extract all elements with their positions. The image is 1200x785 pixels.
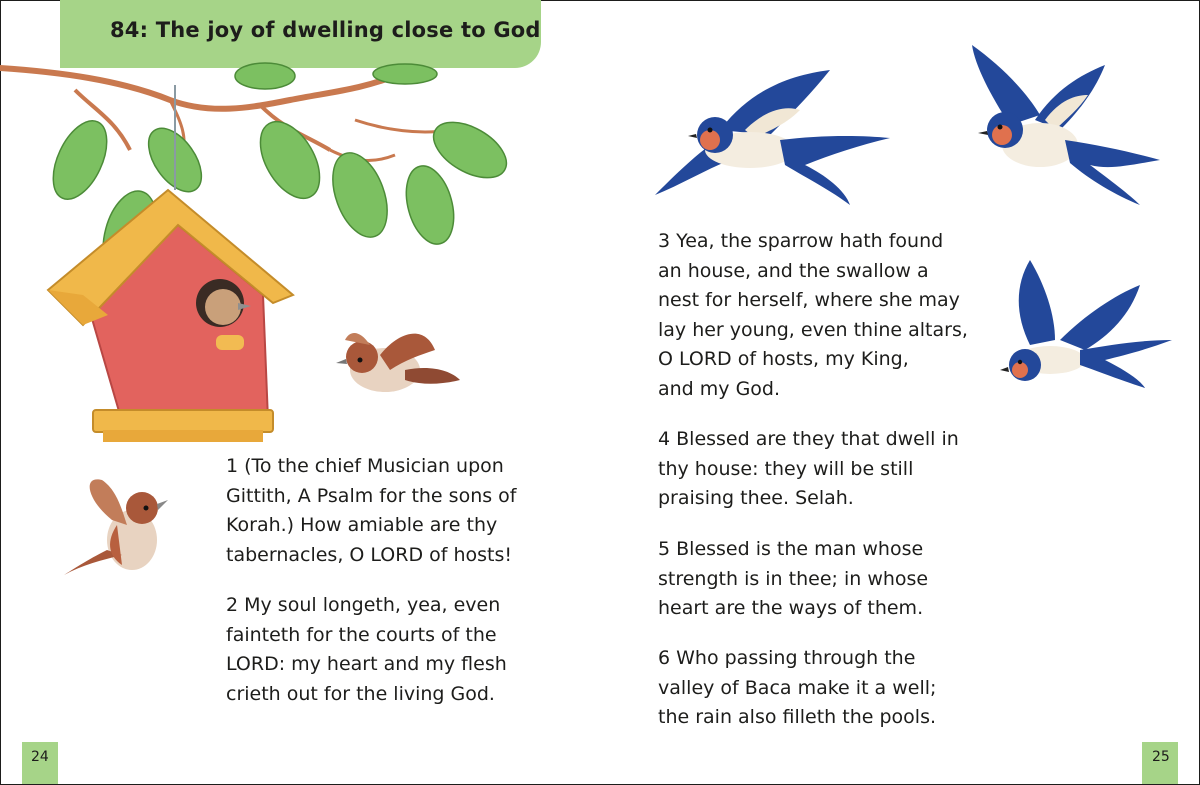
page-number-left: 24 bbox=[31, 749, 49, 765]
verse-5: 5 Blessed is the man whose strength is in thee; in whose heart are the ways of them. bbox=[658, 538, 929, 619]
sparrow-icon bbox=[330, 325, 465, 410]
page-number-right: 25 bbox=[1152, 749, 1170, 765]
verse-6: 6 Who passing through the valley of Baca make it a well; the rain also filleth the pools. bbox=[658, 647, 937, 728]
verse-4: 4 Blessed are they that dwell in thy house: they will be still praising thee. Selah. bbox=[658, 428, 959, 509]
swallow-icon bbox=[650, 70, 895, 210]
verse-1: 1 (To the chief Musician upon Gittith, A Psalm for the sons of Korah.) How amiable are thy tabernacles, O LORD of hosts! bbox=[226, 455, 517, 566]
page-title: 84: The joy of dwelling close to God bbox=[110, 18, 541, 42]
verse-3: 3 Yea, the sparrow hath found an house, and the swallow a nest for herself, where she may lay her young, even thine altars, O LORD of hosts, my King, and my God. bbox=[658, 230, 968, 400]
sparrow-icon bbox=[62, 470, 172, 580]
verse-2: 2 My soul longeth, yea, even fainteth for the courts of the LORD: my heart and my flesh crieth out for the living God. bbox=[226, 594, 507, 705]
swallow-icon bbox=[970, 45, 1165, 210]
birdhouse-icon bbox=[48, 185, 298, 460]
swallow-icon bbox=[1000, 260, 1175, 390]
